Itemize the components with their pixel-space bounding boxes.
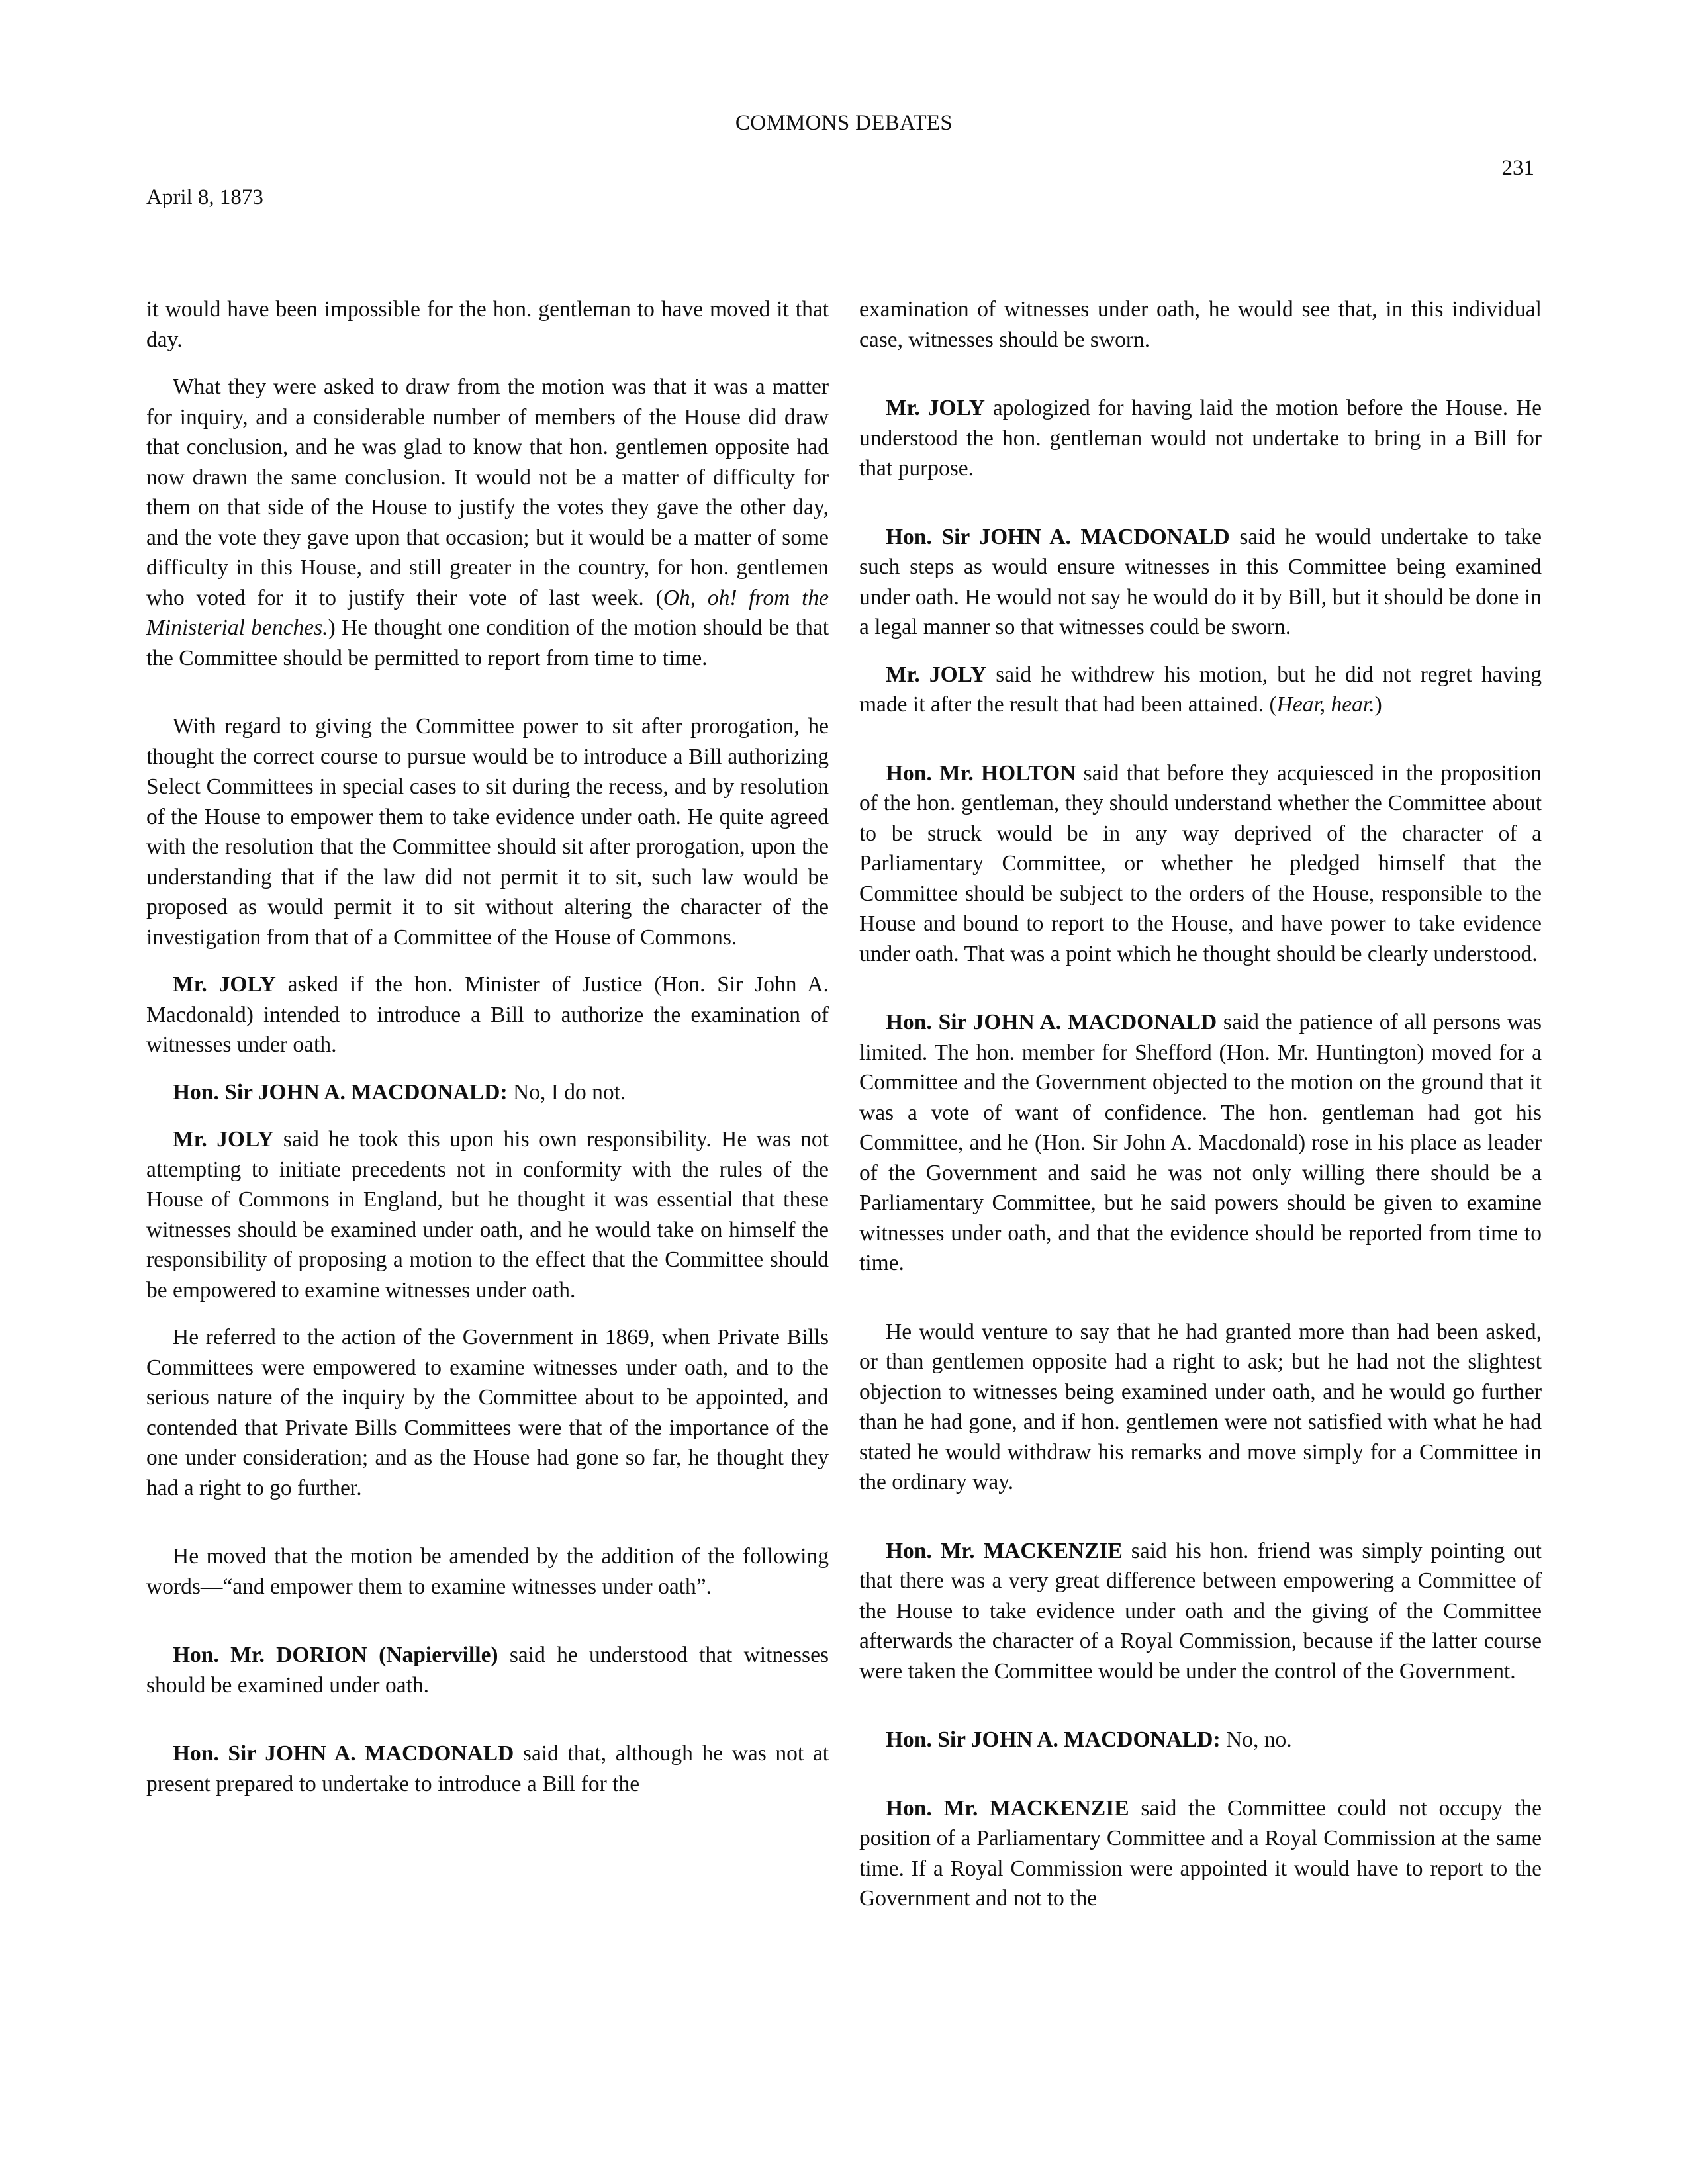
speaker-name: Hon. Mr. MACKENZIE [886,1538,1123,1563]
running-header: COMMONS DEBATES [735,111,953,135]
speaker-name: Mr. JOLY [173,972,276,997]
paragraph: Hon. Sir JOHN A. MACDONALD: No, no. [886,1727,1292,1752]
left-column [146,295,829,1816]
paragraph: Hon. Sir JOHN A. MACDONALD said the patience of all persons was limited. The hon. member for Shefford (Hon. Mr. Huntington) moved for a Committee and the Government objected to the motion on the ground that it was a vote of want of confidence. The hon. gentleman had got his Committee, and he (Hon. Sir John A. Macdonald) rose in his place as leader of the Government and said he was not only willing there should be a Parliamentary Committee, but he said powers should be given to examine witnesses under oath, and that the evidence should be reported from time to time. [859,1010,1542,1275]
speaker-name: Hon. Mr. DORION (Napierville) [173,1643,498,1667]
page-number: 231 [1501,156,1534,180]
paragraph: it would have been impossible for the hon. gentleman to have moved it that day. [146,297,829,352]
speaker-name: Hon. Mr. MACKENZIE [886,1796,1129,1821]
speaker-name: Hon. Sir JOHN A. MACDONALD [886,1010,1217,1034]
page-date: April 8, 1873 [146,185,263,209]
paragraph: examination of witnesses under oath, he would see that, in this individual case, witnesses should be sworn. [859,297,1542,352]
paragraph: Hon. Mr. MACKENZIE said the Committee could not occupy the position of a Parliamentary Committee and a Royal Commission at the same time. If a Royal Commission were appointed it would have to report to the Government and not to the [859,1796,1542,1911]
paragraph: He moved that the motion be amended by the addition of the following words—“and empower them to examine witnesses under oath”. [146,1544,829,1599]
speaker-name: Mr. JOLY [886,396,985,420]
paragraph: Hon. Mr. HOLTON said that before they acquiesced in the proposition of the hon. gentleman, they should understand whether the Committee about to be struck would be in any way deprived of the character of a Parliamentary Committee, or whether he pledged himself that the Committee should be subject to the orders of the House, responsible to the House and bound to report to the House, and have power to take evidence under oath. That was a point which he thought should be clearly understood. [859,760,1542,966]
speaker-name: Hon. Mr. HOLTON [886,760,1076,786]
paragraph: Mr. JOLY said he withdrew his motion, but he did not regret having made it after the result that had been attained. (Hear, hear.) [859,662,1542,717]
paragraph: With regard to giving the Committee power to sit after prorogation, he thought the correct course to pursue would be to introduce a Bill authorizing Select Committees in special cases to sit during the recess, and by resolution of the House to empower them to take evidence under oath. He quite agreed with the resolution that the Committee should sit after prorogation, upon the understanding that if the law did not permit it to sit, such law would be proposed as would permit it to sit without altering the character of the investigation from that of a Committee of the House of Commons. [146,714,829,950]
speaker-name: Hon. Sir JOHN A. MACDONALD: [173,1079,508,1105]
paragraph: Mr. JOLY said he took this upon his own responsibility. He was not attempting to initiate precedents not in conformity with the rules of the House of Commons in England, but he thought it was essential that these witnesses should be examined under oath, and he would take on himself the responsibility of proposing a motion to the effect that the Committee should be empowered to examine witnesses under oath. [146,1127,829,1302]
paragraph: Hon. Sir JOHN A. MACDONALD said that, although he was not at present prepared to undertake to introduce a Bill for the [146,1741,829,1796]
speaker-name: Hon. Sir JOHN A. MACDONALD [886,524,1230,549]
paragraph: He would venture to say that he had granted more than had been asked, or than gentlemen opposite had a right to ask; but he had not the slightest objection to witnesses being examined under oath, and he would go further than he had gone, and if hon. gentlemen were not satisfied with what he had stated he would withdraw his remarks and move simply for a Committee in the ordinary way. [859,1319,1542,1494]
paragraph: He referred to the action of the Government in 1869, when Private Bills Committees were empowered to examine witnesses under oath, and to the serious nature of the inquiry by the Committee about to be appointed, and contended that Private Bills Committees were that of the importance of the one under consideration; and as the House had gone so far, he thought they had a right to go further. [146,1325,829,1500]
right-column [859,295,1542,1931]
speaker-name: Hon. Sir JOHN A. MACDONALD: [886,1727,1221,1752]
paragraph: Hon. Sir JOHN A. MACDONALD said he would undertake to take such steps as would ensure witnesses in this Committee being examined under oath. He would not say he would do it by Bill, but it should be done in a legal manner so that witnesses could be sworn. [859,524,1542,639]
paragraph: Hon. Sir JOHN A. MACDONALD: No, I do not. [173,1079,626,1105]
paragraph: What they were asked to draw from the motion was that it was a matter for inquiry, and a considerable number of members of the House did draw that conclusion, and he was glad to know that hon. gentlemen opposite had now drawn the same conclusion. It would not be a matter of difficulty for them on that side of the House to justify the votes they gave the other day, and the vote they gave upon that occasion; but it would be a matter of some difficulty in this House, and still greater in the country, for hon. gentlemen who voted for it to justify their vote of last week. (Oh, oh! from the Ministerial benches.) He thought one condition of the motion should be that the Committee should be permitted to report from time to time. [146,375,829,670]
speaker-name: Mr. JOLY [886,662,987,687]
paragraph: Hon. Mr. DORION (Napierville) said he understood that witnesses should be examined under oath. [146,1643,829,1698]
paragraph: Mr. JOLY asked if the hon. Minister of Justice (Hon. Sir John A. Macdonald) intended to introduce a Bill to authorize the examination of witnesses under oath. [146,972,829,1057]
speaker-name: Mr. JOLY [173,1127,274,1152]
speaker-name: Hon. Sir JOHN A. MACDONALD [173,1741,514,1766]
paragraph: Mr. JOLY apologized for having laid the motion before the House. He understood the hon. gentleman would not undertake to bring in a Bill for that purpose. [859,396,1542,480]
paragraph: Hon. Mr. MACKENZIE said his hon. friend was simply pointing out that there was a very great difference between empowering a Committee of the House to take evidence under oath and the giving of the Committee afterwards the character of a Royal Commission, because if the latter course were taken the Committee would be under the control of the Government. [859,1538,1542,1684]
